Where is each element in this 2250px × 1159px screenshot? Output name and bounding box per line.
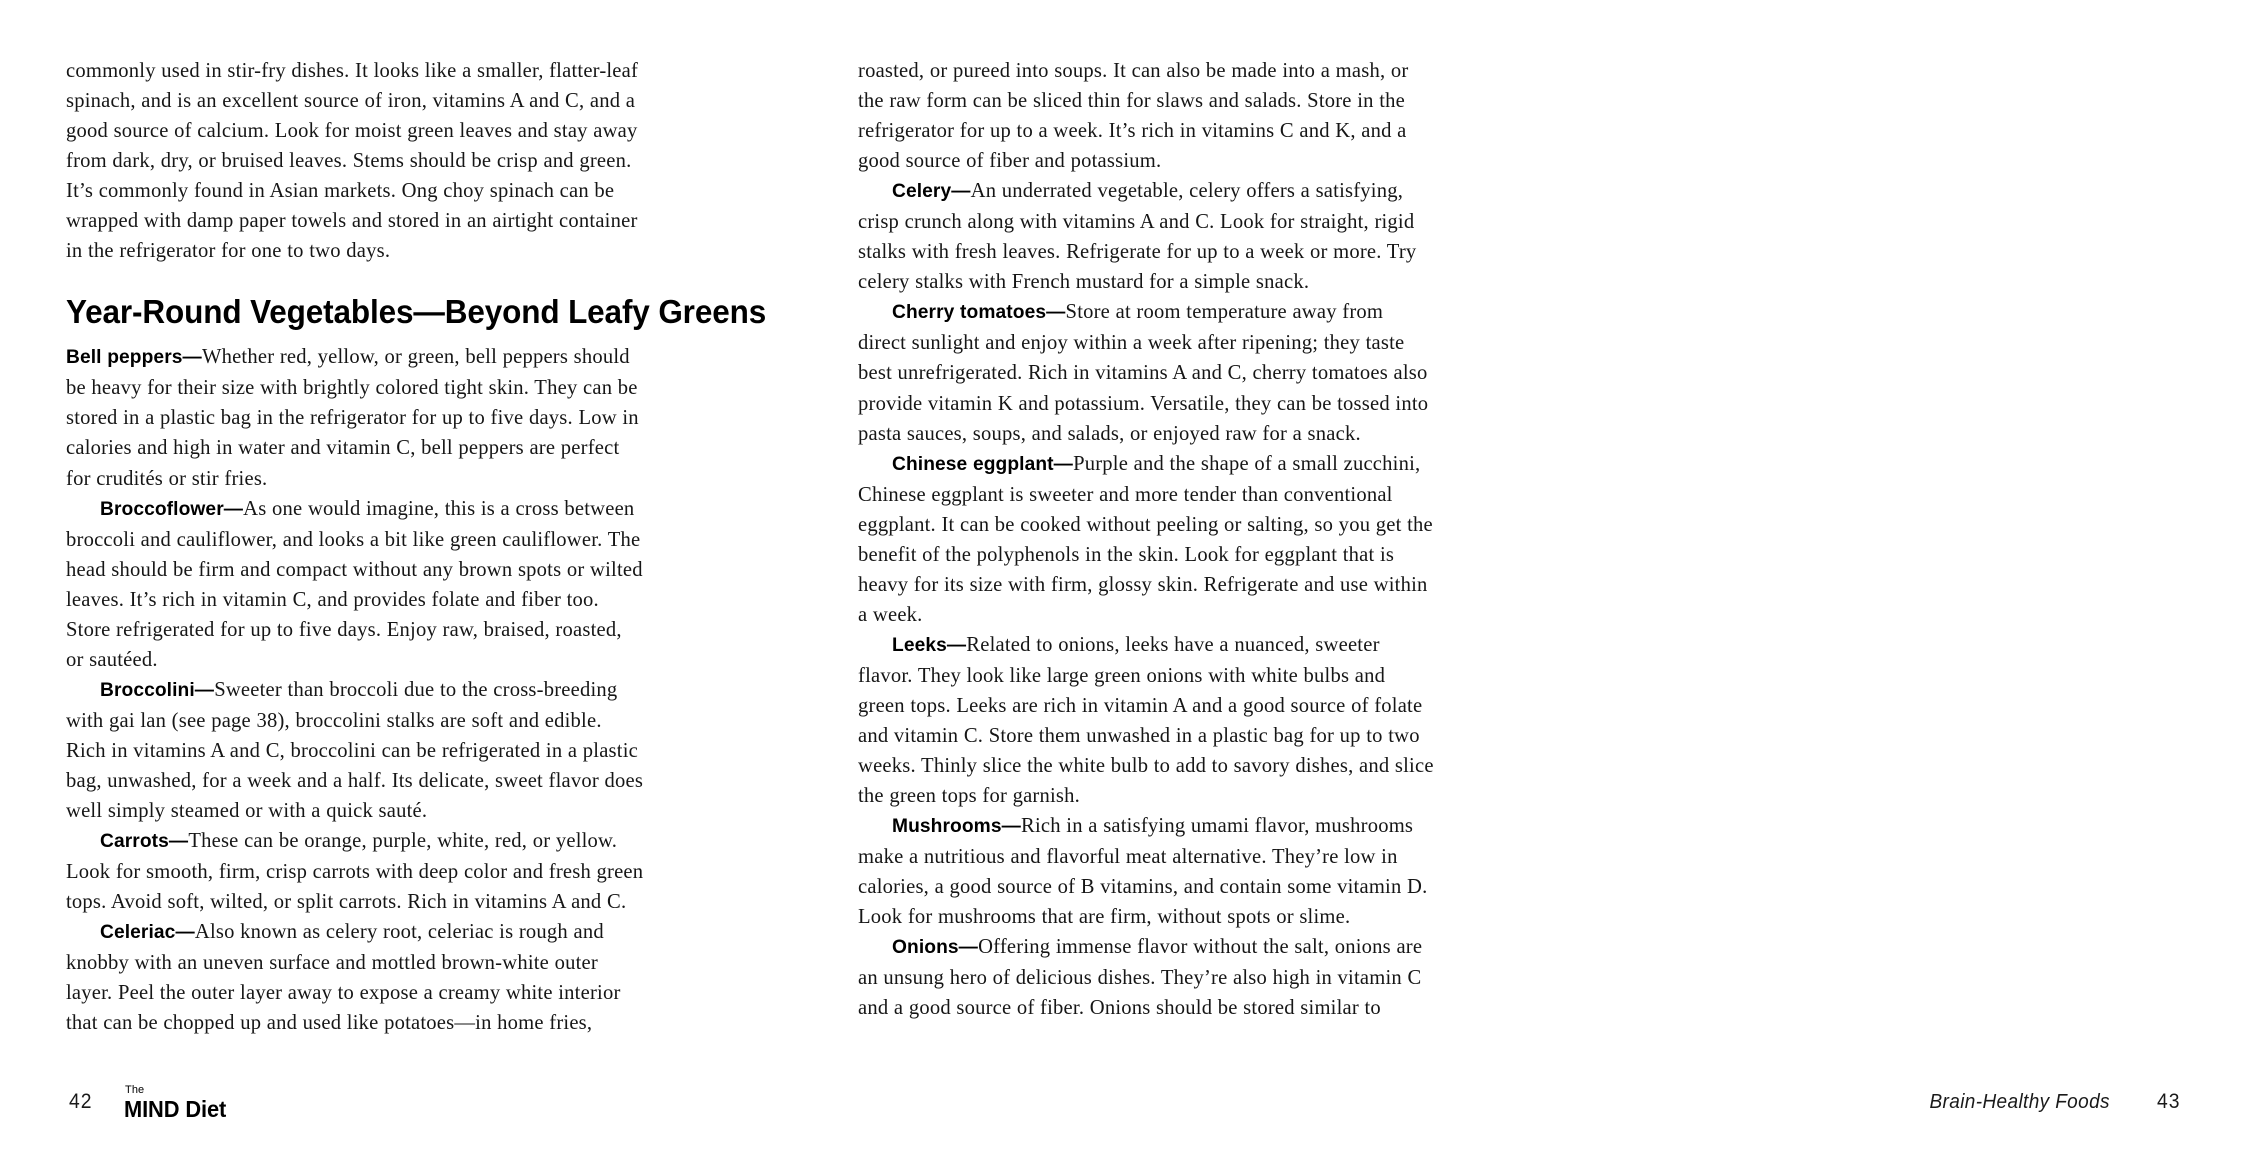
entry-dash: — (223, 498, 244, 520)
entry-dash: — (175, 922, 195, 944)
entry-dash: — (194, 679, 215, 701)
entry-text: An underrated vegetable, celery offers a satisfying, crisp crunch along with vitamins A and C. Look for straight, rigid stalks with fresh leaves. Refrigerate for up to a week or more. Try celery stalks with French mustard for a simple snack. (858, 180, 1417, 294)
entry-dash: — (946, 634, 967, 656)
entry-text: As one would imagine, this is a cross between broccoli and cauliflower, and looks a bit like green cauliflower. The head should be firm and compact without any brown spots or wilted leaves. It’s rich in vitamin C, and provides folate and fiber too. Store refrigerated for up to five days. Enjoy raw, braised, roasted, or sautéed. (66, 497, 643, 671)
entry-term: Mushrooms (892, 816, 1002, 838)
running-head-right: Brain-Healthy Foods (1929, 1091, 2110, 1113)
entry-text: Purple and the shape of a small zucchini, Chinese eggplant is sweeter and more tender than conventional eggplant. It can be cooked without peeling or salting, so you get the benefit of the polyphenols in the skin. Look for eggplant that is heavy for its size with firm, glossy skin. Refrigerate and use within a week. (858, 452, 1433, 626)
entry-term: Broccoflower (100, 498, 224, 520)
entry-broccoflower (66, 494, 644, 675)
entry-dash: — (182, 347, 202, 369)
entry-term: Leeks (892, 634, 947, 656)
entry-leeks (858, 630, 1436, 811)
entry-dash: — (1046, 302, 1066, 324)
entry-text: Whether red, yellow, or green, bell peppers should be heavy for their size with brightly colored tight skin. They can be stored in a plastic bag in the refrigerator for up to five days. Low in calories and high in water and vitamin C, bell peppers are perfect for crudités or stir fries. (66, 346, 639, 490)
entry-cherry-tomatoes (858, 297, 1436, 448)
entry-dash: — (1001, 816, 1022, 838)
page-number-left: 42 (69, 1090, 93, 1113)
entry-text: Rich in a satisfying umami flavor, mushrooms make a nutritious and flavorful meat alternative. They’re low in calories, a good source of B vitamins, and contain some vitamin D. Look for mushrooms that are firm, without spots or slime. (858, 815, 1428, 929)
page-number-right: 43 (2156, 1090, 2180, 1113)
book-title-the: The (125, 1084, 145, 1096)
entry-dash: — (951, 181, 971, 203)
right-column-text (858, 56, 1436, 1024)
entry-term: Carrots (100, 831, 169, 853)
entry-term: Broccolini (100, 679, 195, 701)
entry-term: Celery (892, 181, 952, 203)
entry-text: Related to onions, leeks have a nuanced, sweeter flavor. They look like large green onions with white bulbs and green tops. Leeks are rich in vitamin A and a good source of folate and vitamin C. Store them unwashed in a plastic bag for up to two weeks. Thinly slice the white bulb to add to savory dishes, and slice the green tops for garnish. (858, 633, 1434, 808)
entry-term: Bell peppers (66, 347, 183, 369)
entry-text: These can be orange, purple, white, red, or yellow. Look for smooth, firm, crisp carrots with deep color and fresh green tops. Avoid soft, wilted, or split carrots. Rich in vitamins A and C. (66, 830, 644, 914)
entry-celeriac (66, 917, 644, 1038)
entry-dash: — (1053, 453, 1074, 475)
entry-term: Chinese eggplant (892, 453, 1054, 475)
entry-text: Store at room temperature away from direct sunlight and enjoy within a week after ripening; they taste best unrefrigerated. Rich in vitamins A and C, cherry tomatoes also provide vitamin K and potassium. Versatile, they can be tossed into pasta sauces, soups, and salads, or enjoyed raw for a snack. (858, 301, 1429, 445)
page-left (0, 0, 767, 1159)
entry-text: Sweeter than broccoli due to the cross-breeding with gai lan (see page 38), broccolini stalks are soft and edible. Rich in vitamins A and C, broccolini can be refrigerated in a plastic bag, unwashed, for a week and a half. Its delicate, sweet flavor does well simply steamed or with a quick sauté. (66, 678, 644, 823)
entry-mushrooms (858, 811, 1436, 932)
book-title-main: MIND Diet (124, 1096, 227, 1122)
entry-term: Celeriac (100, 922, 176, 944)
entry-broccolini (66, 675, 644, 826)
entry-dash: — (168, 831, 189, 853)
entry-bell-peppers (66, 342, 644, 493)
page-right (750, 0, 2180, 1159)
page-section-heading: Year-Round Vegetables—Beyond Leafy Greens (66, 294, 767, 332)
entry-text: Also known as celery root, celeriac is rough and knobby with an uneven surface and mottled brown-white outer layer. Peel the outer layer away to expose a creamy white interior that can be chopped up and used like potatoes—in home fries, (66, 921, 621, 1035)
footer-left (0, 1039, 750, 1159)
entry-onions (858, 932, 1436, 1023)
paragraph-continuation: roasted, or pureed into soups. It can also be made into a mash, or the raw form can be sliced thin for slaws and salads. Store in the refrigerator for up to a week. It’s rich in vitamins C and K, and a good source of fiber and potassium. (858, 60, 1409, 173)
footer-right (1500, 1039, 2250, 1159)
entry-term: Onions (892, 937, 959, 959)
entry-carrots (66, 826, 644, 917)
entry-chinese-eggplant (858, 449, 1436, 630)
entry-term: Cherry tomatoes (892, 302, 1047, 324)
section-heading-block (66, 266, 767, 342)
entry-celery (858, 176, 1436, 297)
left-column-text (66, 56, 767, 1038)
entry-text: Offering immense flavor without the salt, onions are an unsung hero of delicious dishes. They’re also high in vitamin C and a good source of fiber. Onions should be stored similar to (858, 936, 1423, 1020)
paragraph-continuation: commonly used in stir-fry dishes. It looks like a smaller, flatter-leaf spinach, and is an excellent source of iron, vitamins A and C, and a good source of calcium. Look for moist green leaves and stay away from dark, dry, or bruised leaves. Stems should be crisp and green. It’s commonly found in Asian markets. Ong choy spinach can be wrapped with damp paper towels and stored in an airtight container in the refrigerator for one to two days. (66, 60, 639, 263)
entry-dash: — (958, 937, 979, 959)
book-title-lockup (124, 1085, 232, 1121)
